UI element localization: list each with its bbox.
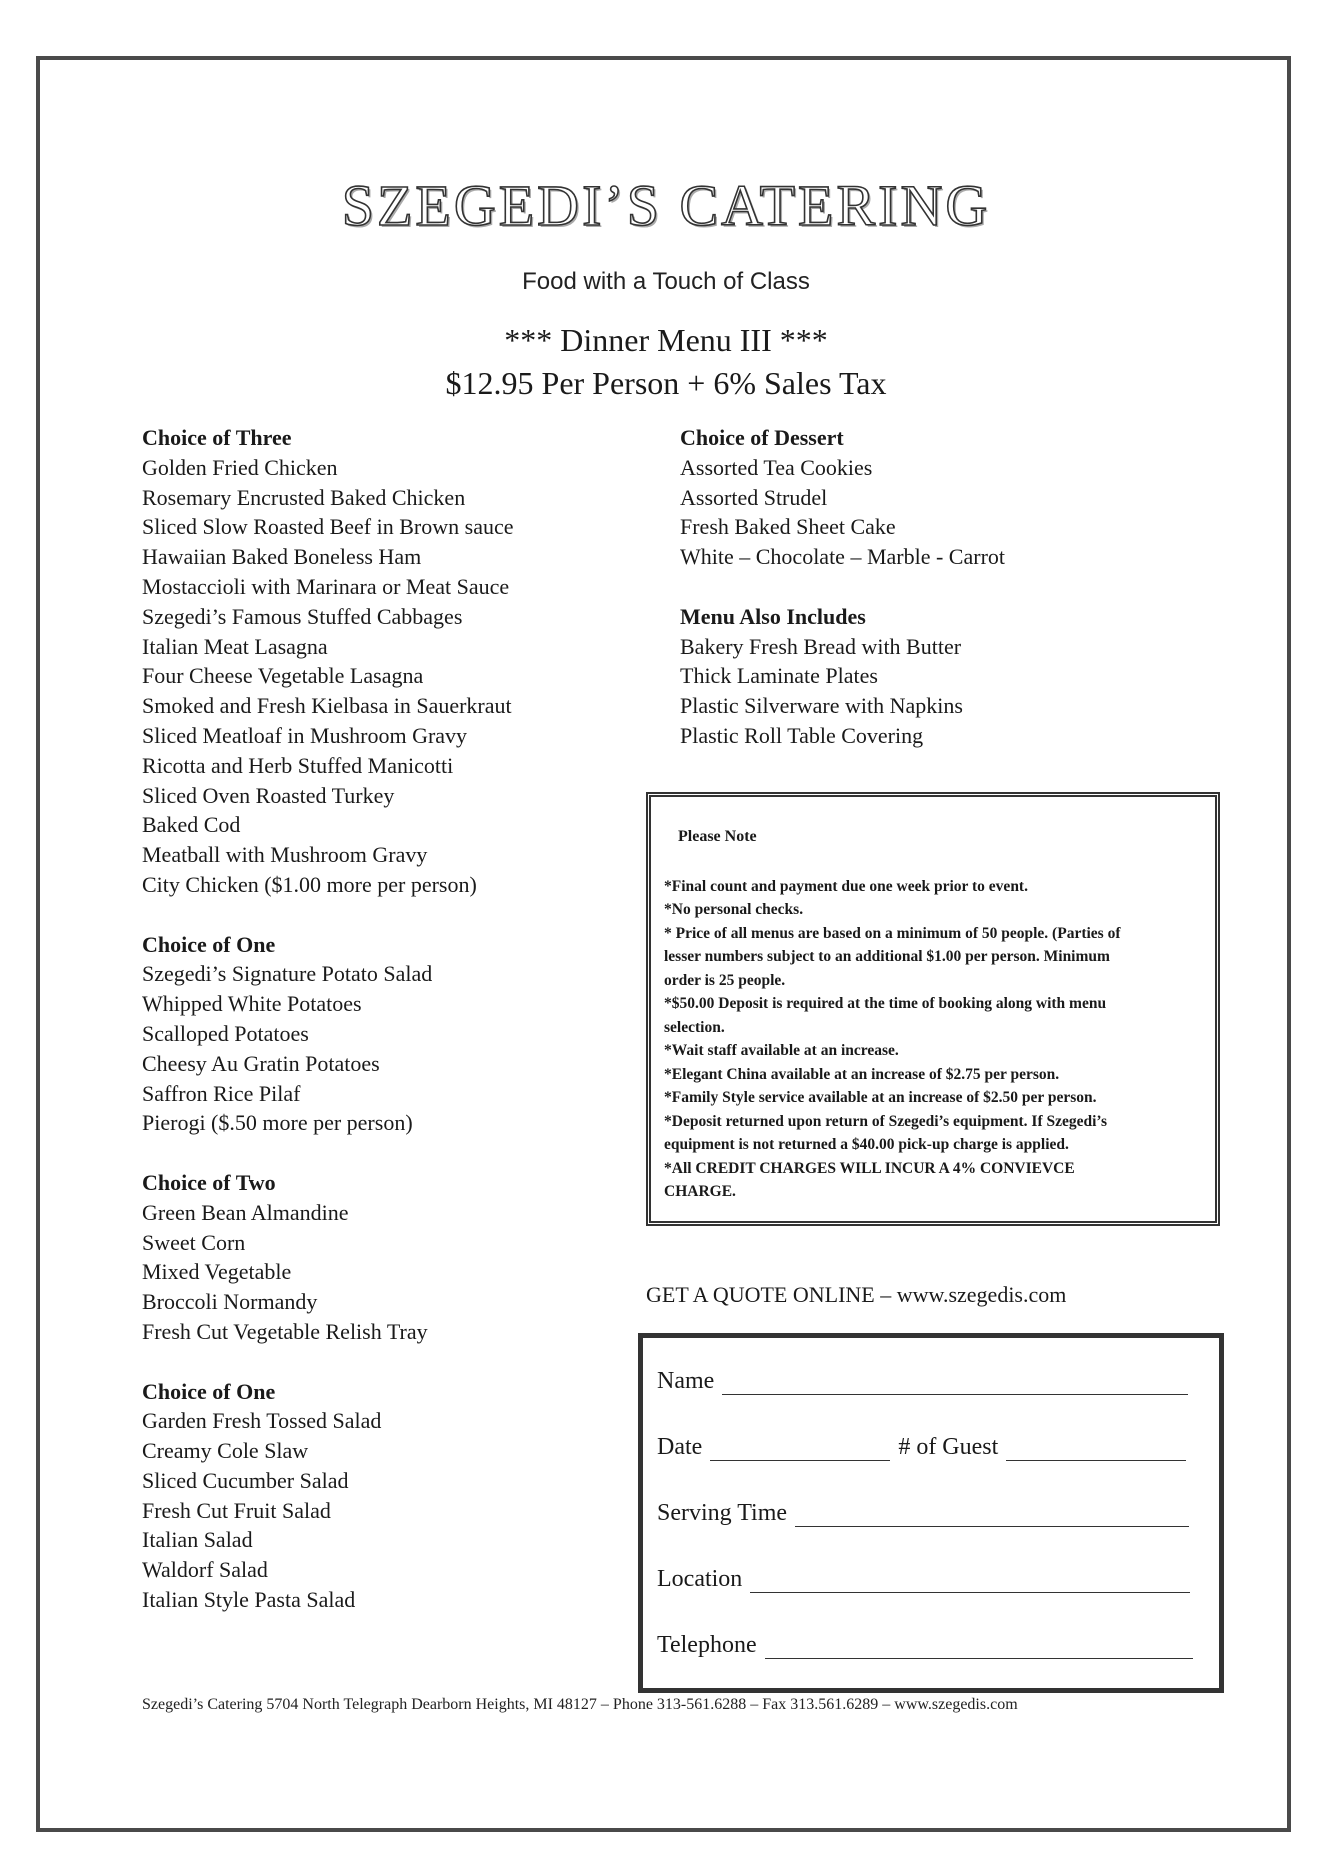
- list-item: *Family Style service available at an increase of $2.50 per person.: [664, 1089, 1097, 1106]
- date-field[interactable]: [710, 1436, 890, 1461]
- list-item: Cheesy Au Gratin Potatoes: [142, 1050, 380, 1076]
- menu-item-list: [680, 632, 1005, 751]
- menu-item-list: [680, 453, 1005, 572]
- list-item: Bakery Fresh Bread with Butter: [680, 633, 962, 659]
- menu-item-list: [142, 1198, 514, 1347]
- note-title: Please Note: [678, 828, 757, 845]
- section-choice-of-two: [142, 1168, 514, 1347]
- list-item: Smoked and Fresh Kielbasa in Sauerkraut: [142, 693, 512, 719]
- note-lines: [664, 875, 1203, 1204]
- date-label: Date: [657, 1434, 703, 1460]
- list-item: Assorted Tea Cookies: [680, 454, 873, 480]
- telephone-label: Telephone: [657, 1632, 757, 1658]
- list-item: *Deposit returned upon return of Szegedi’s equipment. If Szegedi’s: [664, 1112, 1108, 1130]
- section-choice-of-three: [142, 423, 514, 900]
- section-dessert: [680, 423, 1005, 572]
- section-menu-includes: [680, 602, 1005, 751]
- telephone-field[interactable]: [765, 1634, 1193, 1659]
- list-item: CHARGE.: [664, 1183, 736, 1200]
- list-item: City Chicken ($1.00 more per person): [142, 871, 477, 897]
- list-item: lesser numbers subject to an additional $1.00 per person. Minimum: [664, 948, 1110, 965]
- quote-online-link[interactable]: GET A QUOTE ONLINE – www.szegedis.com: [646, 1282, 1067, 1307]
- name-label: Name: [657, 1368, 715, 1394]
- right-column: [680, 423, 1005, 751]
- list-item: Waldorf Salad: [142, 1557, 268, 1583]
- serving-time-field[interactable]: [795, 1502, 1189, 1527]
- section-heading: Choice of Dessert: [680, 425, 844, 450]
- list-item: Hawaiian Baked Boneless Ham: [142, 544, 422, 570]
- section-heading: Choice of One: [142, 1378, 276, 1404]
- list-item: Creamy Cole Slaw: [142, 1438, 309, 1464]
- price-line: $12.95 Per Person + 6% Sales Tax: [445, 365, 887, 401]
- company-title: SZEGEDI’S CATERING: [341, 173, 991, 238]
- section-heading: Menu Also Includes: [680, 603, 866, 629]
- location-row: [657, 1566, 1190, 1593]
- list-item: *Final count and payment due one week prior to event.: [664, 877, 1028, 895]
- list-item: Assorted Strudel: [680, 484, 828, 510]
- list-item: Sliced Slow Roasted Beef in Brown sauce: [142, 514, 514, 540]
- section-heading: Choice of Two: [142, 1169, 276, 1195]
- list-item: Sliced Meatloaf in Mushroom Gravy: [142, 722, 468, 748]
- section-heading: Choice of Three: [142, 425, 292, 450]
- menu-name: *** Dinner Menu III ***: [504, 322, 828, 358]
- list-item: Fresh Baked Sheet Cake: [680, 514, 896, 540]
- list-item: Broccoli Normandy: [142, 1289, 318, 1315]
- list-item: Mostaccioli with Marinara or Meat Sauce: [142, 573, 510, 599]
- left-column: [142, 423, 514, 1615]
- menu-item-list: [142, 453, 514, 900]
- list-item: Fresh Cut Fruit Salad: [142, 1497, 331, 1523]
- footer-contact: Szegedi’s Catering 5704 North Telegraph Dearborn Heights, MI 48127 – Phone 313-561.6288 – Fax 313.561.6289 – www.szegedis.com: [142, 1696, 1018, 1713]
- name-row: [657, 1368, 1188, 1395]
- quote-form: [638, 1333, 1224, 1693]
- list-item: Garden Fresh Tossed Salad: [142, 1408, 382, 1434]
- guests-field[interactable]: [1006, 1436, 1186, 1461]
- list-item: *All CREDIT CHARGES WILL INCUR A 4% CONVIEVCE: [664, 1159, 1075, 1177]
- date-guest-row: [657, 1434, 1186, 1461]
- list-item: Fresh Cut Vegetable Relish Tray: [142, 1318, 428, 1344]
- list-item: Sliced Cucumber Salad: [142, 1467, 349, 1493]
- list-item: Green Bean Almandine: [142, 1199, 349, 1225]
- list-item: Scalloped Potatoes: [142, 1020, 309, 1046]
- menu-item-list: [142, 1406, 514, 1615]
- list-item: equipment is not returned a $40.00 pick-up charge is applied.: [664, 1136, 1069, 1153]
- list-item: Pierogi ($.50 more per person): [142, 1110, 413, 1136]
- list-item: Sliced Oven Roasted Turkey: [142, 782, 395, 808]
- list-item: Meatball with Mushroom Gravy: [142, 842, 428, 868]
- list-item: Italian Salad: [142, 1527, 253, 1553]
- telephone-row: [657, 1632, 1193, 1659]
- list-item: *Elegant China available at an increase of $2.75 per person.: [664, 1065, 1060, 1083]
- name-field[interactable]: [722, 1370, 1188, 1395]
- list-item: Ricotta and Herb Stuffed Manicotti: [142, 752, 454, 778]
- list-item: White – Chocolate – Marble - Carrot: [680, 544, 1006, 570]
- list-item: Mixed Vegetable: [142, 1259, 292, 1285]
- guests-label: # of Guest: [898, 1434, 999, 1460]
- list-item: Rosemary Encrusted Baked Chicken: [142, 484, 466, 510]
- list-item: Whipped White Potatoes: [142, 991, 362, 1017]
- section-choice-of-one-sides: [142, 930, 514, 1139]
- list-item: Thick Laminate Plates: [680, 663, 878, 689]
- location-field[interactable]: [750, 1568, 1190, 1593]
- list-item: * Price of all menus are based on a minimum of 50 people. (Parties of: [664, 924, 1121, 942]
- serving-time-row: [657, 1500, 1189, 1527]
- list-item: Four Cheese Vegetable Lasagna: [142, 663, 424, 689]
- list-item: Szegedi’s Famous Stuffed Cabbages: [142, 603, 463, 629]
- list-item: order is 25 people.: [664, 971, 786, 989]
- list-item: Italian Style Pasta Salad: [142, 1587, 356, 1613]
- tagline: Food with a Touch of Class: [522, 268, 810, 295]
- menu-item-list: [142, 959, 514, 1138]
- section-choice-of-one-salads: [142, 1377, 514, 1615]
- list-item: Plastic Roll Table Covering: [680, 722, 924, 748]
- list-item: Baked Cod: [142, 812, 241, 838]
- list-item: *Wait staff available at an increase.: [664, 1042, 899, 1059]
- list-item: *No personal checks.: [664, 901, 804, 918]
- section-heading: Choice of One: [142, 931, 276, 957]
- please-note-box: [646, 792, 1220, 1226]
- location-label: Location: [657, 1566, 743, 1592]
- list-item: Italian Meat Lasagna: [142, 633, 328, 659]
- serving-time-label: Serving Time: [657, 1500, 788, 1526]
- list-item: Sweet Corn: [142, 1229, 246, 1255]
- list-item: Plastic Silverware with Napkins: [680, 693, 963, 719]
- list-item: Golden Fried Chicken: [142, 454, 338, 480]
- list-item: *$50.00 Deposit is required at the time of booking along with menu: [664, 995, 1107, 1012]
- list-item: Szegedi’s Signature Potato Salad: [142, 961, 433, 987]
- list-item: selection.: [664, 1018, 725, 1036]
- list-item: Saffron Rice Pilaf: [142, 1080, 301, 1106]
